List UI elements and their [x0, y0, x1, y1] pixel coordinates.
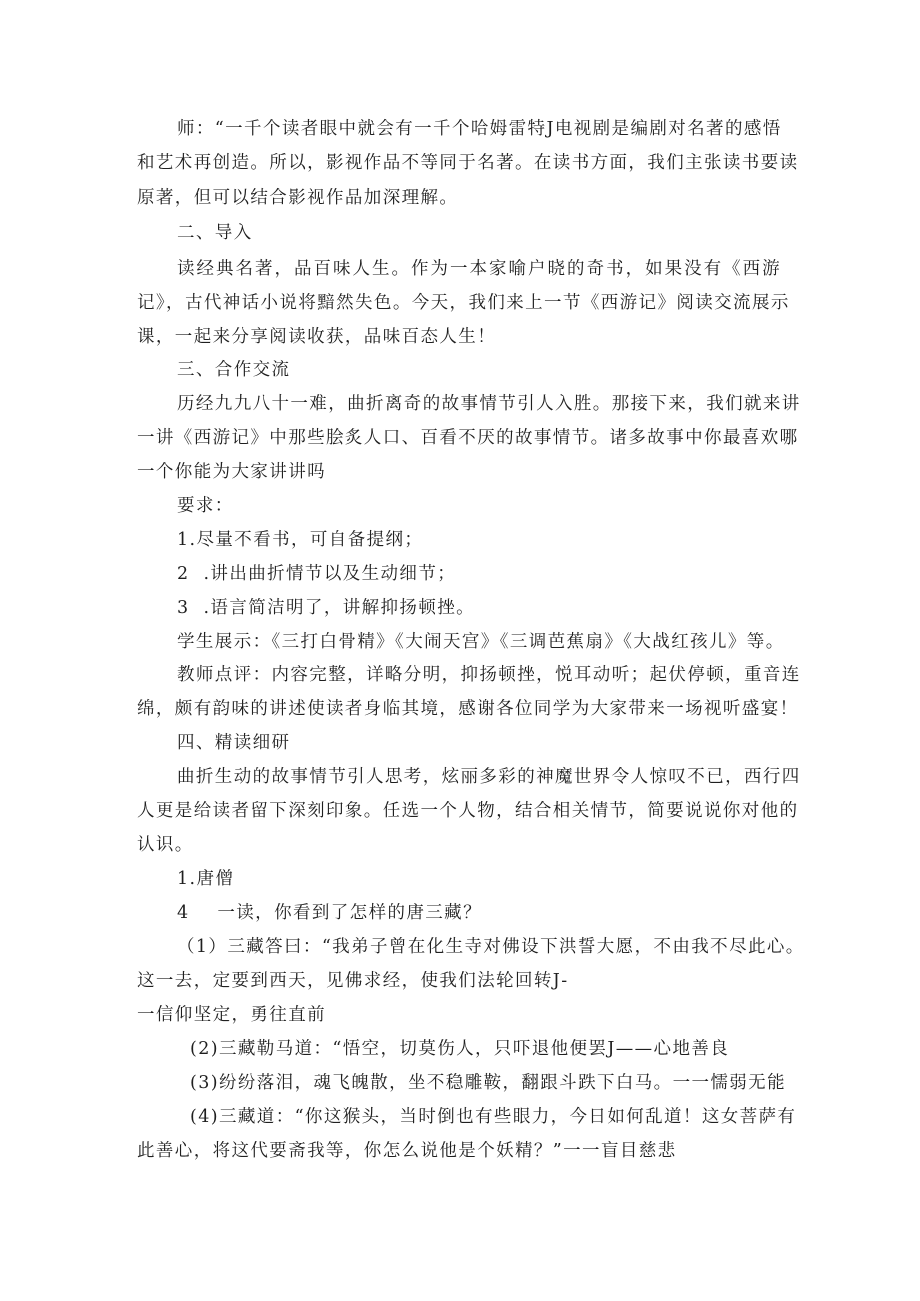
- quote-line: (2)三藏勒马道：“悟空，切莫伤人，只吓退他便罢J——心地善良: [190, 1039, 730, 1059]
- paragraph-line: 绵，颇有韵味的讲述使读者身临其境，感谢各位同学为大家带来一场视听盛宴！: [137, 699, 799, 719]
- paragraph-line: 记》，古代神话小说将黯然失色。今天，我们来上一节《西游记》阅读交流展示: [137, 293, 790, 313]
- paragraph-line: 教师点评：内容完整，详略分明，抑扬顿挫，悦耳动听；起伏停顿，重音连: [177, 665, 801, 685]
- paragraph-line: 和艺术再创造。所以，影视作品不等同于名著。在读书方面，我们主张读书要读: [137, 153, 799, 173]
- paragraph-line: 读经典名著，品百味人生。作为一本家喻户晓的奇书，如果没有《西游: [177, 259, 781, 279]
- paragraph-line: 原著，但可以结合影视作品加深理解。: [137, 188, 459, 208]
- list-item: 2 .讲出曲折情节以及生动细节；: [177, 564, 457, 584]
- quote-line: (4)三藏道：“你这猴头，当时倒也有些眼力，今日如何乱道！这女菩萨有: [190, 1107, 797, 1127]
- list-item: 1.尽量不看书，可自备提纲；: [177, 530, 424, 550]
- section-heading: 三、合作交流: [177, 360, 291, 380]
- paragraph-line: 一个你能为大家讲讲吗: [137, 462, 326, 482]
- paragraph-line: 课，一起来分享阅读收获，品味百态人生！: [137, 327, 497, 347]
- quote-line: 这一去，定要到西天，见佛求经，使我们法轮回转J-: [137, 971, 569, 991]
- paragraph-line: 历经九九八十一难，曲折离奇的故事情节引人入胜。那接下来，我们就来讲: [177, 394, 801, 414]
- paragraph-line: 曲折生动的故事情节引人思考，炫丽多彩的神魔世界令人惊叹不已，西行四: [177, 767, 801, 787]
- quote-line: （1）三藏答曰：“我弟子曾在化生寺对佛设下洪誓大愿，不由我不尽此心。: [177, 937, 805, 957]
- subsection-heading: 1.唐僧: [177, 869, 235, 889]
- paragraph-line: 要求：: [177, 496, 234, 516]
- section-heading: 二、导入: [177, 223, 253, 243]
- paragraph-line: 人更是给读者留下深刻印象。任选一个人物，结合相关情节，简要说说你对他的: [137, 801, 799, 821]
- paragraph-line: 学生展示：《三打白骨精》《大闹天宫》《三调芭蕉扇》《大战红孩儿》等。: [177, 632, 785, 652]
- paragraph-line: 4 一读，你看到了怎样的唐三藏？: [177, 903, 482, 923]
- paragraph-line: 认识。: [137, 835, 194, 855]
- paragraph-line: 一讲《西游记》中那些脍炙人口、百看不厌的故事情节。诸多故事中你最喜欢哪: [137, 428, 799, 448]
- list-item: 3 .语言简洁明了，讲解抑扬顿挫。: [177, 598, 476, 618]
- quote-line: 此善心，将这代要斋我等，你怎么说他是个妖精？”一一盲目慈悲: [137, 1141, 677, 1161]
- quote-line: (3)纷纷落泪，魂飞魄散，坐不稳雕鞍，翻跟斗跌下白马。一一懦弱无能: [190, 1073, 786, 1093]
- paragraph-line: 师：“一千个读者眼中就会有一千个哈姆雷特J电视剧是编剧对名著的感悟: [177, 119, 782, 139]
- quote-line: 一信仰坚定，勇往直前: [137, 1005, 326, 1025]
- section-heading: 四、精读细研: [177, 733, 291, 753]
